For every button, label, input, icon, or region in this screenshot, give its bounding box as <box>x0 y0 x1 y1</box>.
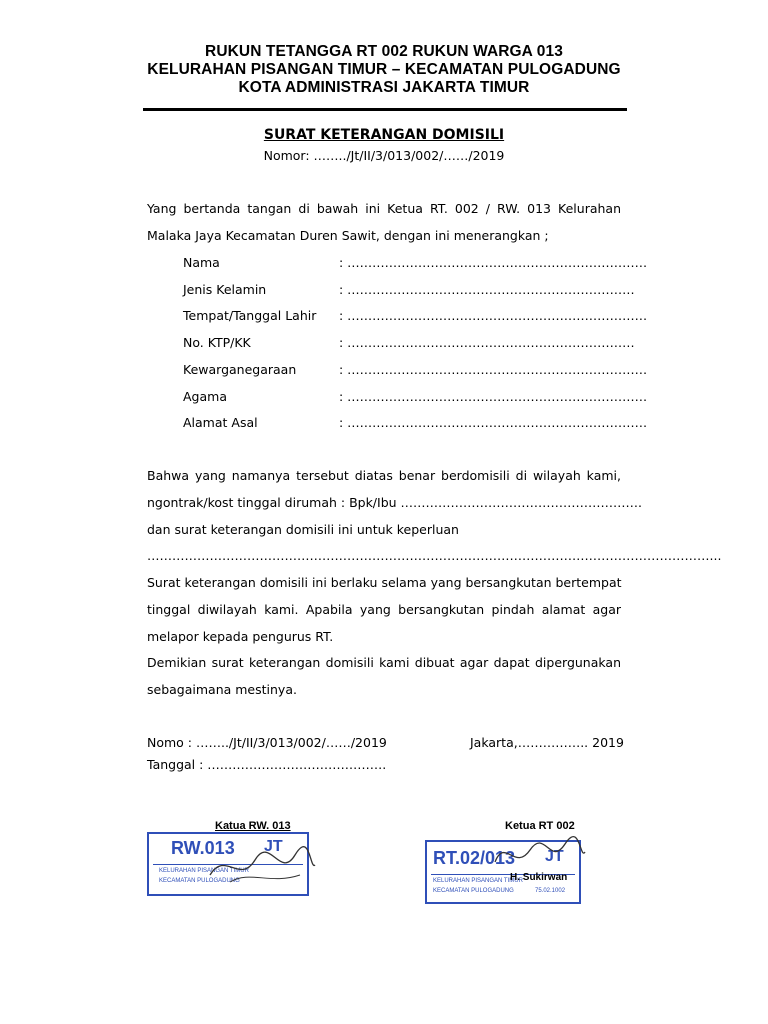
para2-line-2: tinggal diwilayah kami. Apabila yang bersangkutan pindah alamat agar <box>147 602 621 617</box>
rw-stamp-suffix: JT <box>264 838 283 855</box>
rw-signature <box>200 840 320 890</box>
para3-line-1: Demikian surat keterangan domisili kami dibuat agar dapat dipergunakan <box>147 655 621 670</box>
para2-line-3: melapor kepada pengurus RT. <box>147 629 334 644</box>
footer-tanggal: Tanggal : ……………………………………. <box>147 757 387 772</box>
para1-line-3: dan surat keterangan domisili ini untuk keperluan <box>147 522 459 537</box>
field-label-kewarganegaraan: Kewarganegaraan <box>183 362 297 377</box>
rt-signer-name: H. Sukirwan <box>510 872 568 883</box>
rt-stamp-label: Ketua RT 002 <box>505 820 575 832</box>
field-value-ktp: : …………………………………………………………… <box>339 335 635 350</box>
header-divider <box>143 108 627 111</box>
rw-stamp-text-2: KECAMATAN PULOGADUNG <box>159 878 240 884</box>
rt-stamp-text-2: KECAMATAN PULOGADUNG <box>433 888 514 894</box>
field-value-kewarganegaraan: : ……………………………………………………………… <box>339 362 648 377</box>
rw-stamp-text-1: KELURAHAN PISANGAN TIMUR <box>159 868 249 874</box>
footer-place-date: Jakarta,…………….. 2019 <box>470 735 624 750</box>
para1-line-1: Bahwa yang namanya tersebut diatas benar berdomisili di wilayah kami, <box>147 468 621 483</box>
footer-nomor: Nomo : ……../Jt/II/3/013/002/……/2019 <box>147 735 387 750</box>
rw-stamp-code: RW.013 <box>171 838 235 858</box>
field-label-agama: Agama <box>183 389 227 404</box>
para2-line-1: Surat keterangan domisili ini berlaku selama yang bersangkutan bertempat <box>147 575 622 590</box>
field-label-nama: Nama <box>183 255 220 270</box>
header-line-1: RUKUN TETANGGA RT 002 RUKUN WARGA 013 <box>205 43 563 60</box>
rt-stamp-code: RT.02/013 <box>433 848 516 868</box>
field-label-alamat-asal: Alamat Asal <box>183 415 258 430</box>
rt-stamp-date: 75.02.1002 <box>535 888 566 894</box>
para3-line-2: sebagaimana mestinya. <box>147 682 297 697</box>
letter-title: SURAT KETERANGAN DOMISILI <box>263 127 505 143</box>
field-label-ktp: No. KTP/KK <box>183 335 251 350</box>
intro-line-1: Yang bertanda tangan di bawah ini Ketua RT. 002 / RW. 013 Kelurahan <box>147 201 621 216</box>
rt-stamp-suffix: JT <box>545 848 564 865</box>
rw-stamp-label: Katua RW. 013 <box>215 820 291 832</box>
header-line-3: KOTA ADMINISTRASI JAKARTA TIMUR <box>238 79 530 96</box>
field-value-agama: : ……………………………………………………………… <box>339 389 648 404</box>
letter-number: Nomor: ……../Jt/II/3/013/002/……/2019 <box>263 148 505 163</box>
intro-line-2: Malaka Jaya Kecamatan Duren Sawit, dengan ini menerangkan ; <box>147 228 549 243</box>
header-line-2: KELURAHAN PISANGAN TIMUR – KECAMATAN PULOGADUNG <box>147 61 621 78</box>
para1-line-2: ngontrak/kost tinggal dirumah : Bpk/Ibu …………………………………………………. <box>147 495 643 510</box>
rt-stamp-text-1: KELURAHAN PISANGAN TIMUR <box>433 878 523 884</box>
field-value-alamat-asal: : ……………………………………………………………… <box>339 415 648 430</box>
field-label-ttl: Tempat/Tanggal Lahir <box>183 308 317 323</box>
field-value-nama: : ……………………………………………………………… <box>339 255 648 270</box>
para1-line-4: ………………………………………………………………………………………………………………………... <box>147 548 722 563</box>
field-value-jenis-kelamin: : …………………………………………………………… <box>339 282 635 297</box>
field-label-jenis-kelamin: Jenis Kelamin <box>183 282 267 297</box>
field-value-ttl: : ……………………………………………………………… <box>339 308 648 323</box>
